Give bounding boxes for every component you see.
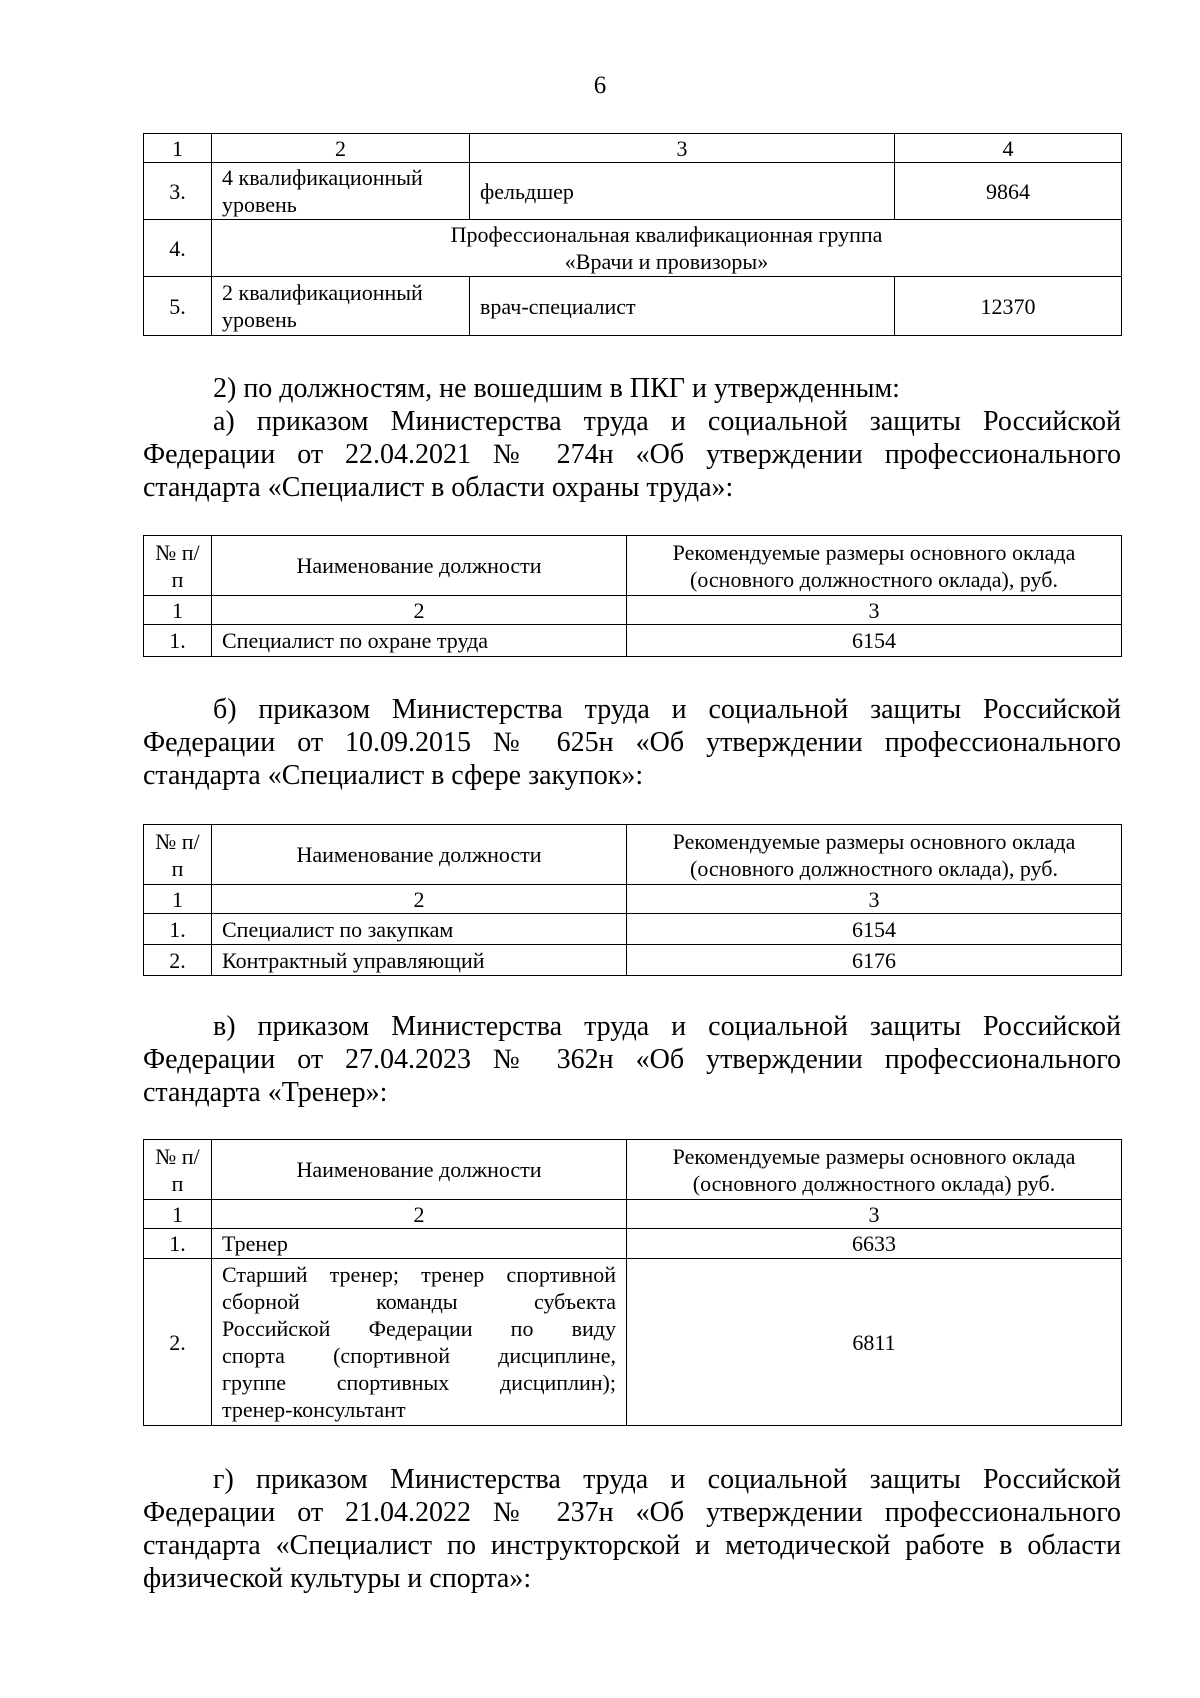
- group-title-line: Профессиональная квалификационная группа: [450, 222, 883, 247]
- table-row: [144, 625, 1122, 657]
- position-name-line: Российской Федерации по виду: [222, 1316, 616, 1341]
- salary-value: 6633: [627, 1229, 1122, 1259]
- qualification-group: [212, 220, 1122, 277]
- text-line: Федерации от 27.04.2023 № 362н «Об утверждении профессионального: [143, 1044, 1121, 1075]
- salary-value: 6154: [627, 914, 1122, 945]
- position-name-line: спорта (спортивной дисциплине,: [222, 1343, 616, 1368]
- table-index-row: [144, 885, 1122, 914]
- procurement-table: [143, 824, 1122, 976]
- section-2-paragraph: [143, 372, 1121, 504]
- position-name: Специалист по закупкам: [212, 914, 627, 945]
- text-line: стандарта «Специалист в сфере закупок»:: [143, 760, 644, 791]
- position-name: врач-специалист: [470, 277, 895, 336]
- salary-value: 9864: [895, 163, 1122, 220]
- salary-value: 12370: [895, 277, 1122, 336]
- table-header-row: [144, 1140, 1122, 1200]
- salary-value: 6176: [627, 945, 1122, 976]
- table-row: [144, 163, 1122, 220]
- col-index: 3: [627, 596, 1122, 625]
- table-row: [144, 914, 1122, 945]
- header-position: Наименование должности: [212, 536, 627, 596]
- position-name-line: Старший тренер; тренер спортивной: [222, 1262, 616, 1287]
- row-number: 2.: [144, 945, 212, 976]
- text-line: б) приказом Министерства труда и социальной защиты Российской: [213, 694, 1121, 725]
- row-number: 2.: [144, 1259, 212, 1426]
- row-number: 1.: [144, 914, 212, 945]
- col-index: 2: [212, 1200, 627, 1229]
- col-index: 3: [470, 134, 895, 163]
- header-salary: Рекомендуемые размеры основного оклада (основного должностного оклада), руб.: [627, 825, 1122, 885]
- table-row: [144, 277, 1122, 336]
- col-index: 2: [212, 885, 627, 914]
- text-line: стандарта «Тренер»:: [143, 1077, 388, 1108]
- row-number: 4.: [144, 220, 212, 277]
- row-number: 5.: [144, 277, 212, 336]
- col-index: 1: [144, 134, 212, 163]
- qualification-level: 2 квалификационный уровень: [212, 277, 470, 336]
- position-name: фельдшер: [470, 163, 895, 220]
- table-header-row: [144, 536, 1122, 596]
- text-line: в) приказом Министерства труда и социальной защиты Российской: [213, 1011, 1121, 1042]
- table-index-row: [144, 1200, 1122, 1229]
- table-row: [144, 220, 1122, 277]
- position-name-line: тренер-консультант: [222, 1397, 406, 1422]
- text-line: Федерации от 22.04.2021 № 274н «Об утверждении профессионального: [143, 439, 1121, 470]
- col-index: 1: [144, 885, 212, 914]
- col-index: 3: [627, 1200, 1122, 1229]
- text-line: а) приказом Министерства труда и социальной защиты Российской: [213, 406, 1121, 437]
- table-header-row: [144, 134, 1122, 163]
- header-position: Наименование должности: [212, 825, 627, 885]
- position-name-line: группе спортивных дисциплин);: [222, 1370, 616, 1395]
- header-position: Наименование должности: [212, 1140, 627, 1200]
- group-title-line: «Врачи и провизоры»: [564, 249, 769, 274]
- table-index-row: [144, 596, 1122, 625]
- col-index: 1: [144, 596, 212, 625]
- section-b-paragraph: [143, 693, 1121, 792]
- header-salary: Рекомендуемые размеры основного оклада (основного должностного оклада), руб.: [627, 536, 1122, 596]
- coach-table: [143, 1139, 1122, 1426]
- labor-safety-table: [143, 535, 1122, 657]
- header-number: № п/п: [144, 536, 212, 596]
- header-salary: Рекомендуемые размеры основного оклада (основного должностного оклада) руб.: [627, 1140, 1122, 1200]
- table-row: [144, 1259, 1122, 1426]
- header-number: № п/п: [144, 1140, 212, 1200]
- qualification-level: 4 квалификационный уровень: [212, 163, 470, 220]
- text-line: стандарта «Специалист в области охраны труда»:: [143, 472, 734, 503]
- text-line: Федерации от 10.09.2015 № 625н «Об утверждении профессионального: [143, 727, 1121, 758]
- section-v-paragraph: [143, 1010, 1121, 1109]
- text-line: г) приказом Министерства труда и социальной защиты Российской: [213, 1464, 1121, 1495]
- table-row: [144, 945, 1122, 976]
- col-index: 1: [144, 1200, 212, 1229]
- row-number: 1.: [144, 1229, 212, 1259]
- col-index: 3: [627, 885, 1122, 914]
- text-line: Федерации от 21.04.2022 № 237н «Об утверждении профессионального: [143, 1497, 1121, 1528]
- row-number: 1.: [144, 625, 212, 657]
- text-line: физической культуры и спорта»:: [143, 1563, 532, 1594]
- qualification-table: [143, 133, 1122, 336]
- page-number: 6: [593, 72, 607, 99]
- position-name: Контрактный управляющий: [212, 945, 627, 976]
- header-number: № п/п: [144, 825, 212, 885]
- position-name-line: сборной команды субъекта: [222, 1289, 616, 1314]
- section-g-paragraph: [143, 1463, 1121, 1595]
- text-line: стандарта «Специалист по инструкторской и методической работе в области: [143, 1530, 1121, 1561]
- salary-value: 6811: [627, 1259, 1122, 1426]
- table-header-row: [144, 825, 1122, 885]
- text-line: 2) по должностям, не вошедшим в ПКГ и утвержденным:: [213, 373, 900, 404]
- position-name: Специалист по охране труда: [212, 625, 627, 657]
- salary-value: 6154: [627, 625, 1122, 657]
- col-index: 4: [895, 134, 1122, 163]
- col-index: 2: [212, 134, 470, 163]
- col-index: 2: [212, 596, 627, 625]
- position-name: Тренер: [212, 1229, 627, 1259]
- row-number: 3.: [144, 163, 212, 220]
- position-name: [212, 1259, 627, 1426]
- table-row: [144, 1229, 1122, 1259]
